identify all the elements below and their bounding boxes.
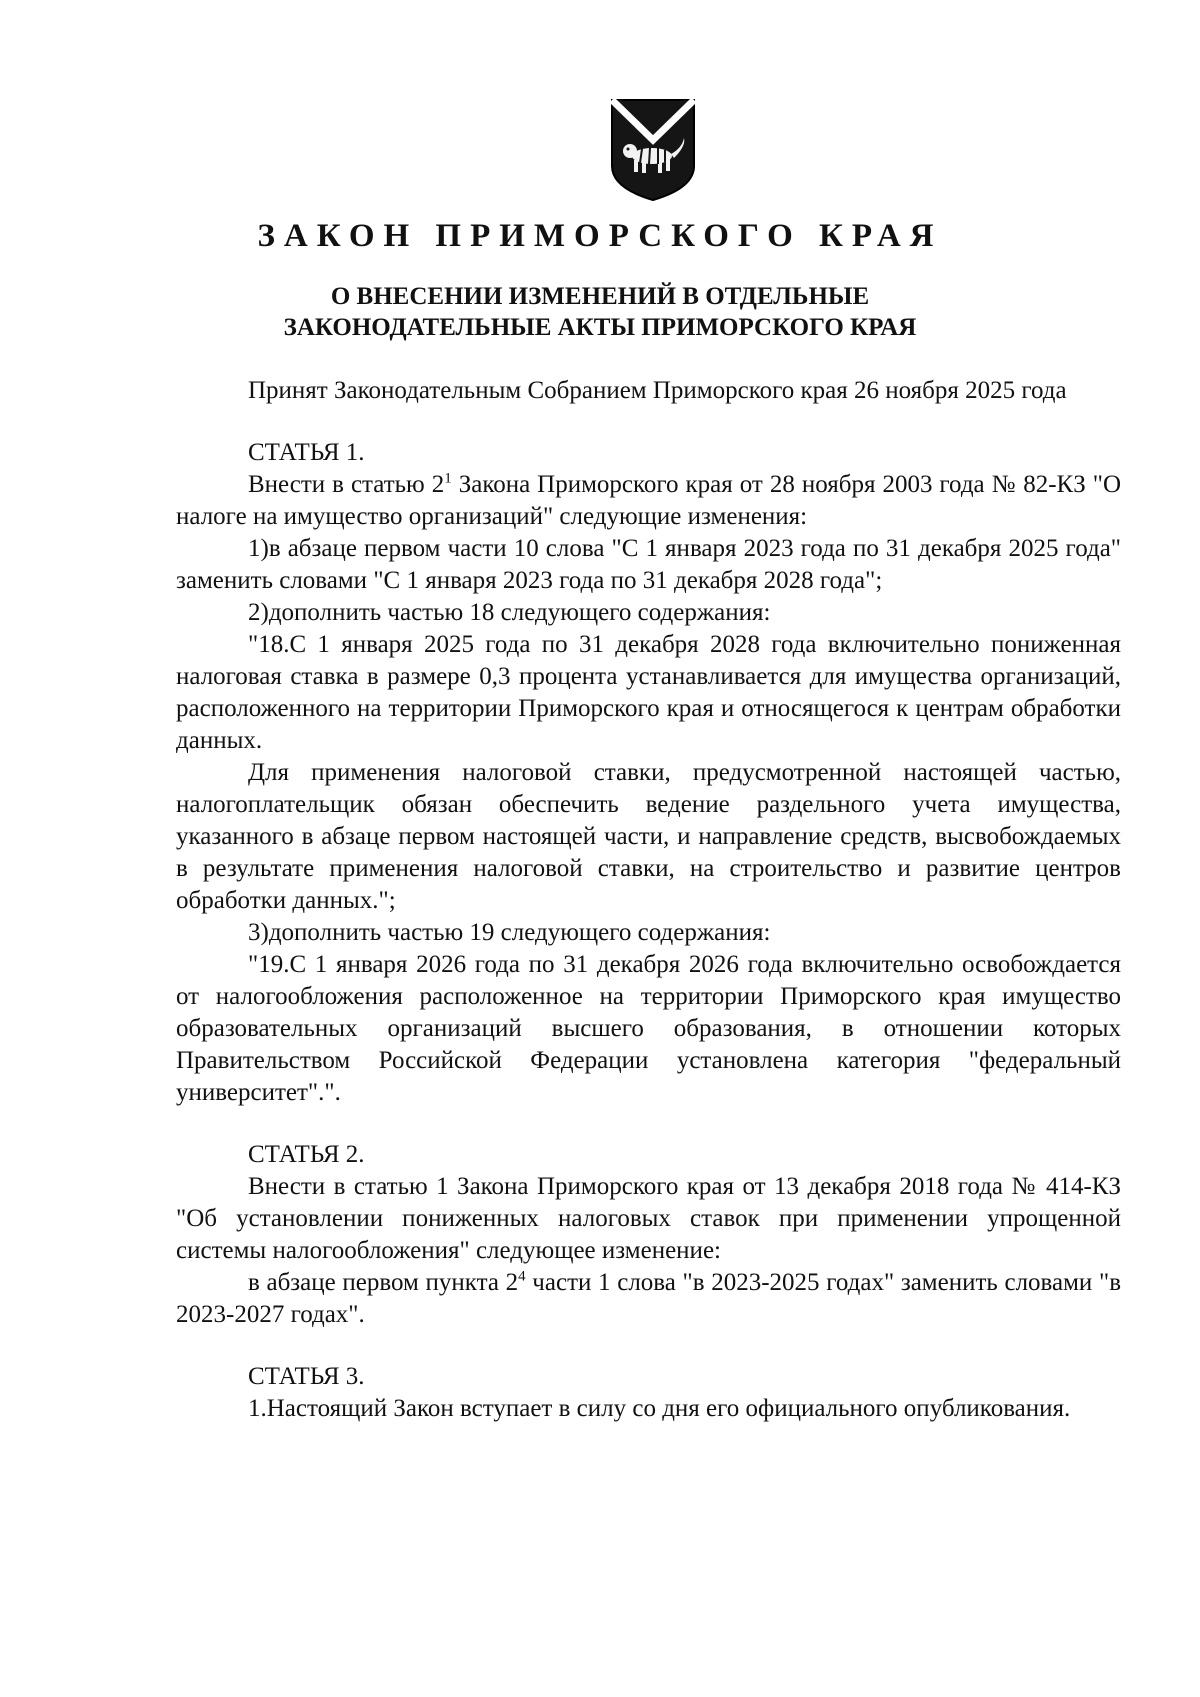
article-1-item-3: 3)дополнить частью 19 следующего содержания: bbox=[248, 919, 771, 946]
article-1-item-2-part-18-paragraph-2: Для применения налоговой ставки, предусмотренной настоящей частью, налогоплательщик обязан обеспечить ведение раздельного учета имущества, указанного в абзаце первом настоящей части, и направление средств, высвобождаемых в результате применения налоговой ставки, на строительство и развитие центров обработки данных."; bbox=[176, 759, 1121, 914]
article-3-paragraph-1: 1.Настоящий Закон вступает в силу со дня его официального опубликования. bbox=[248, 1395, 1071, 1422]
article-1-title: СТАТЬЯ 1. bbox=[248, 439, 365, 466]
adoption-note: Принят Законодательным Собранием Приморского края 26 ноября 2025 года bbox=[248, 377, 1067, 404]
article-2-intro: Внести в статью 1 Закона Приморского края от 13 декабря 2018 года № 414-КЗ "Об установлении пониженных налоговых ставок при применении упрощенной системы налогообложения" следующее изменение: bbox=[176, 1173, 1121, 1264]
law-subtitle-line-2: ЗАКОНОДАТЕЛЬНЫЕ АКТЫ ПРИМОРСКОГО КРАЯ bbox=[283, 314, 917, 341]
document-body bbox=[176, 375, 1121, 1425]
article-1-item-3-part-19: "19.С 1 января 2026 года по 31 декабря 2026 года включительно освобождается от налогообложения расположенное на территории Приморского края имущество образовательных организаций высшего образования, в отношении которых Правительством Российской Федерации установлена категория "федеральный университет".". bbox=[176, 951, 1121, 1106]
article-3-title: СТАТЬЯ 3. bbox=[248, 1363, 365, 1390]
article-1-item-2: 2)дополнить частью 18 следующего содержания: bbox=[248, 599, 771, 626]
law-subtitle bbox=[0, 281, 1200, 343]
primorsky-krai-coat-of-arms-icon bbox=[608, 96, 698, 204]
article-2-title: СТАТЬЯ 2. bbox=[248, 1141, 365, 1168]
article-1-item-2-part-18-paragraph-1: "18.С 1 января 2025 года по 31 декабря 2028 года включительно пониженная налоговая ставка в размере 0,3 процента устанавливается для имущества организаций, расположенного на территории Приморского края и относящегося к центрам обработки данных. bbox=[176, 631, 1121, 754]
law-title: ЗАКОН ПРИМОРСКОГО КРАЯ bbox=[257, 218, 943, 254]
article-2-change: в абзаце первом пункта $2^4$ части 1 слова "в 2023-2025 годах" заменить словами "в 2023-2027 годах". bbox=[176, 1268, 1121, 1328]
superscript: 1 bbox=[444, 470, 452, 487]
law-subtitle-line-1: О ВНЕСЕНИИ ИЗМЕНЕНИЙ В ОТДЕЛЬНЫЕ bbox=[330, 283, 870, 310]
article-1-item-1: 1)в абзаце первом части 10 слова "С 1 января 2023 года по 31 декабря 2025 года" заменить словами "С 1 января 2023 года по 31 декабря 2028 года"; bbox=[176, 535, 1121, 594]
superscript: 4 bbox=[518, 1268, 526, 1285]
article-1-intro: Внести в статью $2^1$ Закона Приморского края от 28 ноября 2003 года № 82-КЗ "О налоге на имущество организаций" следующие изменения: bbox=[176, 470, 1121, 530]
